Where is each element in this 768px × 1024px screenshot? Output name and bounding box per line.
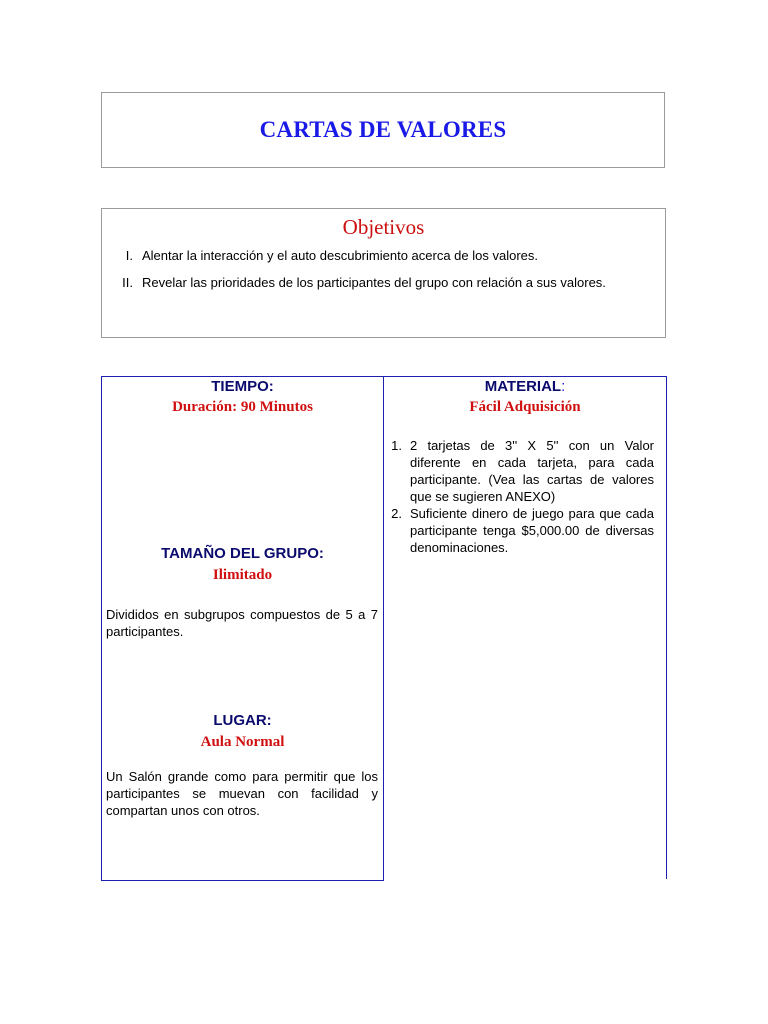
objective-text: Revelar las prioridades de los participantes del grupo con relación a sus valores. <box>142 275 606 290</box>
material-heading-label: MATERIAL <box>484 378 562 395</box>
time-heading: TIEMPO: <box>211 378 274 395</box>
material-number: 1. <box>391 438 402 453</box>
details-table <box>101 376 667 881</box>
material-text: 2 tarjetas de 3'' X 5'' con un Valor diferente en cada tarjeta, para cada participante. (Vea las cartas de valores que se sugieren ANEXO) <box>410 438 654 504</box>
material-list <box>384 437 666 556</box>
group-size-heading: TAMAÑO DEL GRUPO: <box>161 545 324 562</box>
group-size-value: Ilimitado <box>212 567 273 583</box>
details-left-column <box>101 376 384 881</box>
place-value: Aula Normal <box>200 734 285 750</box>
title-box <box>101 92 665 168</box>
details-right-column <box>384 376 667 879</box>
material-heading-colon: : <box>561 378 566 395</box>
material-heading <box>384 378 666 395</box>
place-heading: LUGAR: <box>213 712 272 729</box>
material-number: 2. <box>391 506 402 521</box>
objectives-box <box>101 208 666 338</box>
objective-number: II. <box>122 275 133 290</box>
material-item <box>384 505 666 556</box>
time-value: Duración: 90 Minutos <box>172 399 313 415</box>
objective-item <box>102 274 665 291</box>
group-size-text: Divididos en subgrupos compuestos de 5 a 7 participantes. <box>106 607 378 639</box>
objective-item <box>102 247 665 264</box>
objective-text: Alentar la interacción y el auto descubrimiento acerca de los valores. <box>142 248 538 263</box>
material-text: Suficiente dinero de juego para que cada participante tenga $5,000.00 de diversas denominaciones. <box>410 506 654 555</box>
objectives-list <box>102 247 665 301</box>
place-text: Un Salón grande como para permitir que los participantes se muevan con facilidad y compartan unos con otros. <box>106 769 378 818</box>
objective-number: I. <box>125 248 133 263</box>
document-title: CARTAS DE VALORES <box>259 117 507 142</box>
material-value: Fácil Adquisición <box>469 399 581 415</box>
objectives-heading: Objetivos <box>342 215 425 239</box>
material-item <box>384 437 666 505</box>
